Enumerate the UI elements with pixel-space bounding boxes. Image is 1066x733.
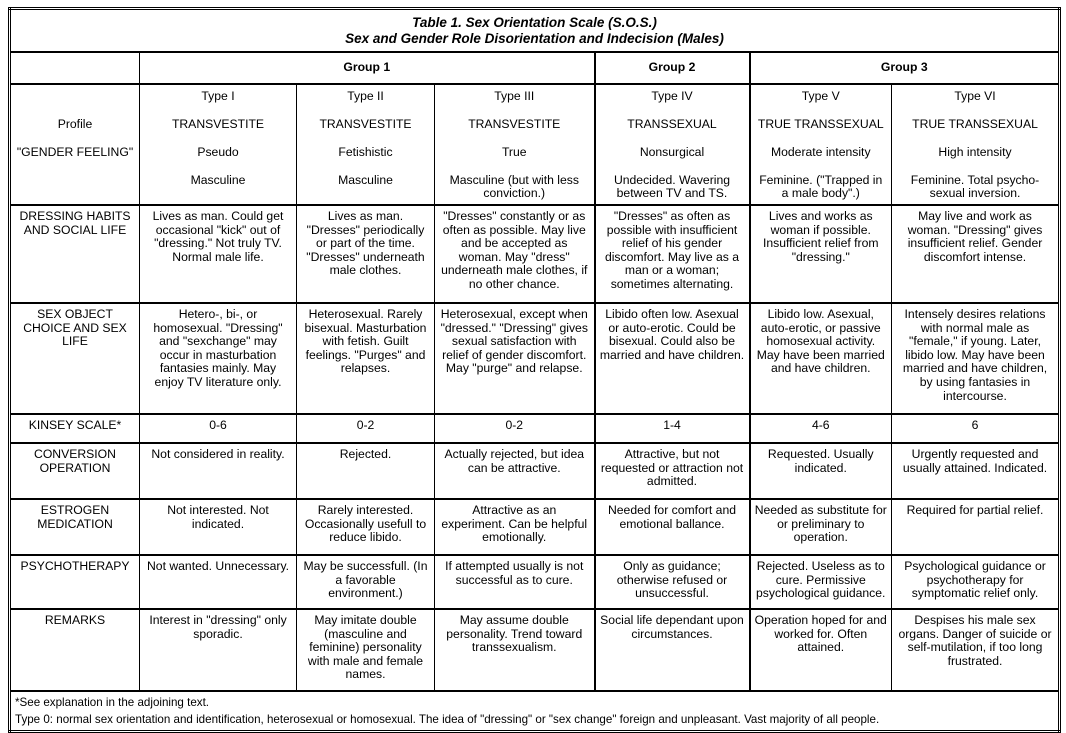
table-cell: Attractive as an experiment. Can be helpful emotionally.	[435, 499, 595, 555]
type-cell	[297, 84, 435, 205]
type-profile: TRANSVESTITE	[319, 117, 412, 131]
type-feeling: High intensity	[938, 145, 1012, 159]
table-row	[10, 205, 1060, 303]
table-cell: Operation hoped for and worked for. Often attained.	[750, 609, 892, 691]
type-gender: Masculine (but with less conviction.)	[449, 173, 579, 200]
sex-orientation-scale-table	[8, 7, 1061, 733]
table-cell: Not considered in reality.	[140, 443, 297, 499]
table-cell: Urgently requested and usually attained. Indicated.	[892, 443, 1060, 499]
type-name: Type III	[494, 89, 535, 103]
type-gender: Undecided. Wavering between TV and TS.	[613, 173, 731, 200]
table-cell: Needed as substitute for or preliminary to operation.	[750, 499, 892, 555]
table-cell: May assume double personality. Trend toward transsexualism.	[435, 609, 595, 691]
type-name: Type I	[201, 89, 235, 103]
table-cell: 0-2	[435, 414, 595, 443]
table-cell: Rejected.	[297, 443, 435, 499]
row-label: DRESSING HABITS AND SOCIAL LIFE	[10, 205, 140, 303]
type-profile: TRUE TRANSSEXUAL	[757, 117, 884, 131]
type-feeling: Nonsurgical	[639, 145, 705, 159]
table-cell: May imitate double (masculine and feminine) personality with male and female names.	[297, 609, 435, 691]
type-feeling: Moderate intensity	[770, 145, 871, 159]
table-row	[10, 443, 1060, 499]
subtitle: Sex and Gender Role Disorientation and Indecision (Males)	[345, 31, 724, 46]
row-label: ESTROGEN MEDICATION	[10, 499, 140, 555]
type-gender: Masculine	[190, 173, 246, 187]
table-cell: 0-2	[297, 414, 435, 443]
table-cell: 1-4	[595, 414, 750, 443]
table-cell: Libido low. Asexual, auto-erotic, or passive homosexual activity. May have been married and have children.	[750, 303, 892, 414]
row-label: PSYCHOTHERAPY	[10, 555, 140, 609]
table-cell: Rarely interested. Occasionally usefull to reduce libido.	[297, 499, 435, 555]
table-cell: Lives as man. Could get occasional "kick" out of "dressing." Not truly TV. Normal male life.	[140, 205, 297, 303]
table-cell: Despises his male sex organs. Danger of suicide or self-mutilation, if too long frustrated.	[892, 609, 1060, 691]
empty-cell	[10, 52, 140, 84]
title: Table 1. Sex Orientation Scale (S.O.S.)	[412, 15, 657, 30]
table-row	[10, 303, 1060, 414]
table-cell: Social life dependant upon circumstances.	[595, 609, 750, 691]
table-cell: Intensely desires relations with normal male as "female," if young. Later, libido low. May have been married and have children, by using fantasies in intercourse.	[892, 303, 1060, 414]
profile-label: Profile	[57, 117, 93, 131]
table-cell: Not interested. Not indicated.	[140, 499, 297, 555]
group-1-header: Group 1	[140, 52, 595, 84]
table-cell: Interest in "dressing" only sporadic.	[140, 609, 297, 691]
footnotes	[10, 691, 1060, 732]
type-cell	[750, 84, 892, 205]
type-cell	[892, 84, 1060, 205]
table-cell: 6	[892, 414, 1060, 443]
type-profile: TRUE TRANSSEXUAL	[912, 117, 1038, 131]
footnote: Type 0: normal sex orientation and identification, heterosexual or homosexual. The idea of "dressing" or "sex change" foreign and unpleasant. Vast majority of all people.	[15, 713, 880, 726]
table-cell: Lives and works as woman if possible. Insufficient relief from "dressing."	[750, 205, 892, 303]
table-cell: "Dresses" constantly or as often as possible. May live and be accepted as woman. May "dress" underneath male clothes, if no other chance.	[435, 205, 595, 303]
table-cell: Psychological guidance or psychotherapy for symptomatic relief only.	[892, 555, 1060, 609]
type-profile: TRANSVESTITE	[468, 117, 561, 131]
table-title	[10, 9, 1060, 53]
row-label: KINSEY SCALE*	[10, 414, 140, 443]
table-cell: Only as guidance; otherwise refused or unsuccessful.	[595, 555, 750, 609]
table-cell: Heterosexual, except when "dressed." "Dressing" gives sexual satisfaction with relief of gender discomfort. May "purge" and relapse.	[435, 303, 595, 414]
table-cell: Attractive, but not requested or attraction not admitted.	[595, 443, 750, 499]
profile-label-cell	[10, 84, 140, 205]
table-cell: Lives as man. "Dresses" periodically or part of the time. "Dresses" underneath male clothes.	[297, 205, 435, 303]
table-cell: Rejected. Useless as to cure. Permissive psychological guidance.	[750, 555, 892, 609]
row-label: SEX OBJECT CHOICE AND SEX LIFE	[10, 303, 140, 414]
type-gender: Feminine. ("Trapped in a male body".)	[759, 173, 883, 200]
type-cell	[435, 84, 595, 205]
group-2-header: Group 2	[595, 52, 750, 84]
type-feeling: Pseudo	[197, 145, 239, 159]
type-profile: TRANSVESTITE	[171, 117, 265, 131]
table-cell: Requested. Usually indicated.	[750, 443, 892, 499]
type-name: Type VI	[954, 89, 996, 103]
table-row	[10, 555, 1060, 609]
table-cell: 0-6	[140, 414, 297, 443]
table-cell: May be successfull. (In a favorable environment.)	[297, 555, 435, 609]
table-cell: Needed for comfort and emotional ballance.	[595, 499, 750, 555]
type-feeling: Fetishistic	[338, 145, 393, 159]
gender-feeling-label: "GENDER FEELING"	[16, 145, 134, 159]
type-cell	[140, 84, 297, 205]
table-cell: May live and work as woman. "Dressing" gives insufficient relief. Gender discomfort intense.	[892, 205, 1060, 303]
type-gender: Masculine	[338, 173, 393, 187]
type-name: Type V	[801, 89, 840, 103]
table-cell: Heterosexual. Rarely bisexual. Masturbation with fetish. Guilt feelings. "Purges" and relapses.	[297, 303, 435, 414]
table-row	[10, 414, 1060, 443]
footnote: *See explanation in the adjoining text.	[15, 696, 210, 709]
row-label: CONVERSION OPERATION	[10, 443, 140, 499]
table-cell: 4-6	[750, 414, 892, 443]
type-name: Type IV	[651, 89, 693, 103]
table-cell: Required for partial relief.	[892, 499, 1060, 555]
table-row	[10, 609, 1060, 691]
type-cell	[595, 84, 750, 205]
type-gender: Feminine. Total psycho-sexual inversion.	[910, 173, 1040, 200]
type-profile: TRANSSEXUAL	[627, 117, 717, 131]
table-cell: Not wanted. Unnecessary.	[140, 555, 297, 609]
row-label: REMARKS	[10, 609, 140, 691]
type-feeling: True	[501, 145, 527, 159]
group-3-header: Group 3	[750, 52, 1060, 84]
table-cell: Hetero-, bi-, or homosexual. "Dressing" and "sexchange" may occur in masturbation fantasies mainly. May enjoy TV literature only.	[140, 303, 297, 414]
table-cell: Libido often low. Asexual or auto-erotic. Could be bisexual. Could also be married and have children.	[595, 303, 750, 414]
table-row	[10, 499, 1060, 555]
type-name: Type II	[347, 89, 384, 103]
table-cell: "Dresses" as often as possible with insufficient relief of his gender discomfort. May live as a man or a woman; sometimes alternating.	[595, 205, 750, 303]
table-cell: If attempted usually is not successful as to cure.	[435, 555, 595, 609]
table-cell: Actually rejected, but idea can be attractive.	[435, 443, 595, 499]
